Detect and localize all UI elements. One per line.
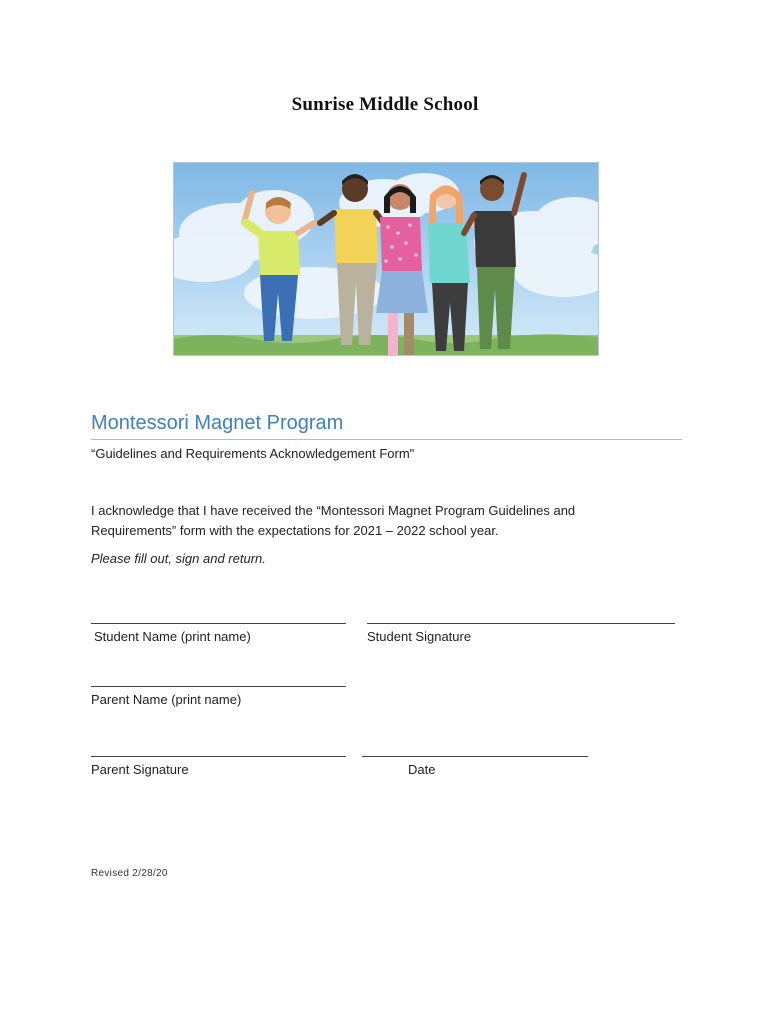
instruction-text: Please fill out, sign and return.: [91, 551, 266, 566]
date-label: Date: [408, 762, 436, 777]
parent-name-label: Parent Name (print name): [91, 692, 242, 707]
student-name-label: Student Name (print name): [94, 629, 251, 644]
title-underline: [91, 439, 682, 440]
school-name-heading: Sunrise Middle School: [291, 94, 479, 115]
form-name: “Guidelines and Requirements Acknowledgement Form": [91, 446, 415, 461]
student-signature-line[interactable]: [367, 623, 675, 624]
acknowledgement-paragraph: I acknowledge that I have received the “Montessori Magnet Program Guidelines and Requirements” form with the expectations for 2021 – 2022 school year.: [91, 503, 576, 538]
parent-name-line[interactable]: [91, 686, 346, 687]
student-signature-label: Student Signature: [367, 629, 472, 644]
date-line[interactable]: [362, 756, 588, 757]
program-title: Montessori Magnet Program: [91, 412, 344, 434]
revision-date: Revised 2/28/20: [91, 868, 168, 879]
parent-signature-label: Parent Signature: [91, 762, 189, 777]
parent-signature-line[interactable]: [91, 756, 346, 757]
grass-wave: [174, 334, 598, 355]
students-illustration: [173, 162, 599, 356]
student-name-line[interactable]: [91, 623, 346, 624]
